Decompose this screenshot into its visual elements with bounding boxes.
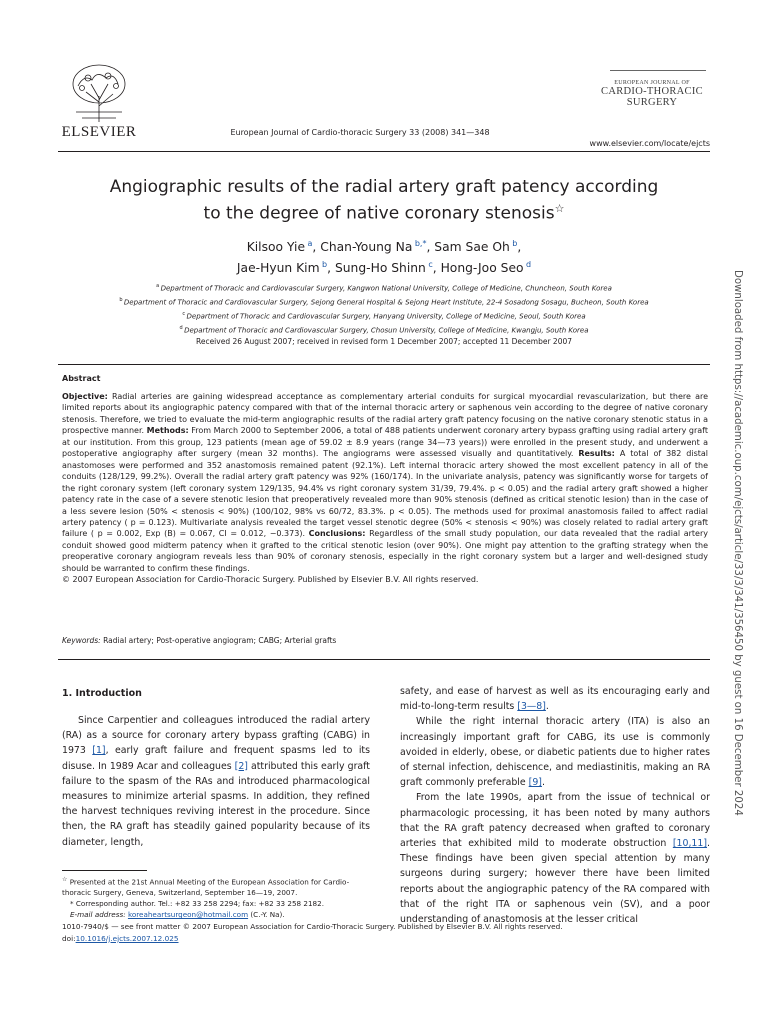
footnote: E-mail address: koreaheartsurgeon@hotmail.com (C.-Y. Na). [70, 910, 285, 920]
brand-rule [610, 70, 706, 71]
citation-link[interactable]: [1] [92, 745, 106, 757]
abstract-label: Conclusions: [308, 529, 366, 539]
author-affil-mark[interactable]: b [322, 260, 328, 270]
abstract-label: Objective: [62, 392, 108, 401]
body-column-left [62, 713, 370, 850]
article-title [80, 177, 688, 225]
body-column-right [400, 684, 710, 927]
citation-link[interactable]: [10,11] [672, 838, 708, 850]
footnote-rule [62, 870, 147, 871]
keywords-label: Keywords: [62, 636, 101, 645]
affiliation: $^a$ Department of Thoracic and Cardiovascular Surgery, Kangwon National University, College of Medicine, Chuncheon, South Korea [156, 283, 612, 293]
footnotes [62, 874, 372, 920]
email-link[interactable]: koreaheartsurgeon@hotmail.com [127, 910, 249, 920]
elsevier-tree-logo [58, 62, 140, 124]
received-dates: Received 26 August 2007; received in revised form 1 December 2007; accepted 11 December 2007 [195, 337, 573, 346]
author-affil-mark[interactable]: c [428, 260, 433, 270]
abstract-objective: Radial arteries are gaining widespread acceptance as complementary arterial conduits for surgical myocardial revascularization, but there are limited reports about its angiographic patency compared with that of the internal thoracic artery or saphenous vein according to the degree of native coronary stenosis. Therefore, we tried to evaluate the mid-term angiographic results of the radial artery graft patency focusing on the native coronary stenotic status in a prospective manner. [62, 392, 709, 436]
paragraph: Since Carpentier and colleagues introduced the radial artery (RA) as a source for coronary artery bypass grafting (CABG) in 1973 [1], early graft failure and frequent spasms led to its disuse. In 1989 Acar and colleagues [2] attributed this early graft failure to the spasm of the RAs and introduced pharmacological measures to minimize arterial spasms. In addition, they refined the harvest techniques reviving interest in the procedure. Since then, the RA graft has steadily gained popularity because of its diameter, length, [62, 715, 370, 848]
journal-url[interactable]: www.elsevier.com/locate/ejcts [589, 139, 710, 148]
download-notice: Downloaded from https://academic.oup.com/ejcts/article/33/3/341/356450 by guest on 16 December 2024 [732, 270, 743, 816]
affiliations [58, 281, 710, 337]
citation-link[interactable]: [2] [234, 760, 248, 772]
paragraph: safety, and ease of harvest as well as its encouraging early and mid-to-long-term results [3—8]. [400, 686, 710, 713]
brand-line-2: CARDIO-THORACIC [601, 86, 703, 97]
keywords [62, 636, 708, 645]
author-affil-mark[interactable]: b,* [414, 239, 427, 248]
author-affil-mark[interactable]: a [307, 239, 313, 248]
author-list: Kilsoo Yie $^a$, Chan-Young Na $^{b,*}$, Sam Sae Oh $^b$, Jae-Hyun Kim $^b$, Sung-Ho Shinn $^c$, Hong-Joo Seo $^d$ [236, 239, 532, 276]
section-heading: 1. Introduction [62, 688, 142, 699]
author-name: Sam Sae Oh [434, 240, 510, 255]
footnote: * Corresponding author. Tel.: +82 33 258 2294; fax: +82 33 258 2182. [70, 899, 324, 909]
abstract-conclusions: Regardless of the small study population, our data revealed that the radial artery conduit showed good midterm patency when it grafted to the critical stenotic lesion (over 90%). One might pay attention to the grafting strategy when the preoperative coronary angiogram reveals less than 90% of coronary stenosis, especially in the right coronary system but a larger and well-designed study should be warranted to confirm these findings. [62, 529, 708, 573]
header-rule [58, 151, 710, 152]
abstract-label: Methods: [146, 426, 189, 436]
title-line-1: Angiographic results of the radial artery graft patency according [109, 177, 659, 197]
journal-brand [596, 80, 708, 108]
abstract-copyright: © 2007 European Association for Cardio-Thoracic Surgery. Published by Elsevier B.V. All rights reserved. [62, 575, 479, 585]
abstract-label: Results: [578, 449, 615, 459]
title-line-2: to the degree of native coronary stenosis [203, 203, 555, 224]
author-name: Jae-Hyun Kim [236, 261, 320, 276]
keywords-text: Radial artery; Post-operative angiogram; CABG; Arterial grafts [103, 636, 337, 645]
author-name: Chan-Young Na [320, 240, 413, 255]
journal-citation: European Journal of Cardio-thoracic Surgery 33 (2008) 341—348 [230, 128, 490, 137]
download-sidebar [728, 270, 748, 970]
author-affil-mark[interactable]: b [512, 239, 518, 248]
affiliation: $^d$ Department of Thoracic and Cardiovascular Surgery, Chosun University, College of Medicine, Kwangju, South Korea [179, 324, 589, 335]
brand-line-3: SURGERY [626, 97, 678, 108]
publisher-logo-text: ELSEVIER [61, 124, 137, 140]
footnote: ☆ Presented at the 21st Annual Meeting of the European Association for Cardio-thoracic Surgery, Geneva, Switzerland, September 16—19, 2007. [62, 876, 350, 898]
abstract-rule [58, 364, 710, 365]
citation-link[interactable]: [3—8] [517, 701, 546, 713]
affiliation: $^b$ Department of Thoracic and Cardiovascular Surgery, Sejong General Hospital & Sejong Heart Institute, 22-4 Sosadong Sosagu, Bucheon, South Korea [119, 296, 649, 307]
author-name: Kilsoo Yie [246, 240, 306, 255]
author-affil-mark[interactable]: d [526, 260, 532, 270]
title-note-mark[interactable]: ☆ [554, 202, 565, 215]
author-name: Hong-Joo Seo [440, 261, 524, 276]
doi-link[interactable]: 10.1016/j.ejcts.2007.12.025 [75, 933, 179, 943]
brand-line-1: EUROPEAN JOURNAL OF [614, 80, 690, 86]
affiliation: $^c$ Department of Thoracic and Cardiovascular Surgery, Hanyang University, College of Medicine, Seoul, South Korea [182, 310, 586, 321]
abstract-heading: Abstract [62, 374, 101, 383]
paragraph: From the late 1990s, apart from the issue of technical or pharmacologic processing, it has been noted by many authors that the RA graft patency decreased when grafted to coronary arteries that exhibited mild to moderate obstruction [10,11]. These findings have been given special attention by many surgeons during surgery; however there have been limited reports about the angiographic patency of the RA compared with that of the right ITA or saphenous vein (SV), and a poor understanding of anastomosis at the lesser critical [400, 792, 710, 926]
paragraph: While the right internal thoracic artery (ITA) is also an increasingly important graft for CABG, its use is commonly avoided in elderly, obese, or diabetic patients due to higher rates of sternal infection, dehiscence, and mediastinitis, making an RA graft commonly preferable [9]. [400, 716, 710, 789]
abstract-results: A total of 382 distal anastomoses were performed and 352 anastomosis remained patent (92.1%). Left internal thoracic artery showed the most excellent patency in all of the conduits (128/129, 99.2%). Overall the radial artery graft patency was 92% (160/174). In the univariate analysis, patency was significantly worse for targets of the right coronary system (left coronary system 129/135, 94.4% vs right coronary system 31/39, 79.4%. p < 0.05) and the radial artery graft showed a higher patency rate in the case of a severe stenotic lesion that preoperatively revealed more than 90% stenosis (defined as critical stenotic lesion) than in the case of a less severe lesion (50% < stenosis < 90%) (100/102, 98% vs 60/72, 83.3%. p < 0.05). The methods used for proximal anastomosis failed to affect radial artery patency ( p = 0.123). Multivariate analysis revealed the target vessel stenotic degree (50% < stenosis < 90%) was closely related to radial artery graft failure ( p = 0.002, Exp (B) = 0.067, CI = 0.012, −0.373). [62, 449, 709, 539]
author-name: Sung-Ho Shinn [334, 261, 426, 276]
issn-line: 1010-7940/$ — see front matter © 2007 European Association for Cardio-Thoracic Surgery. Published by Elsevier B.V. All rights reserved. [62, 922, 563, 931]
abstract-body [62, 391, 708, 586]
citation-link[interactable]: [9] [528, 777, 542, 789]
abstract-methods: From March 2000 to September 2006, a total of 488 patients underwent coronary artery bypass grafting using radial artery graft at our institution. From this group, 123 patients (mean age of 59.02 ± 8.9 years (range 34—73 years)) were enrolled in the present study, and underwent a postoperative angiography after surgery (mean 32 months). The angiograms were assessed visually and quantitatively. [62, 426, 708, 459]
keywords-rule [58, 659, 710, 660]
front-matter-footer: 1010-7940/$ — see front matter © 2007 European Association for Cardio-Thoracic Surgery. Published by Elsevier B.V. All rights reserved. doi:10.1016/j.ejcts.2007.12.025 [62, 921, 710, 944]
